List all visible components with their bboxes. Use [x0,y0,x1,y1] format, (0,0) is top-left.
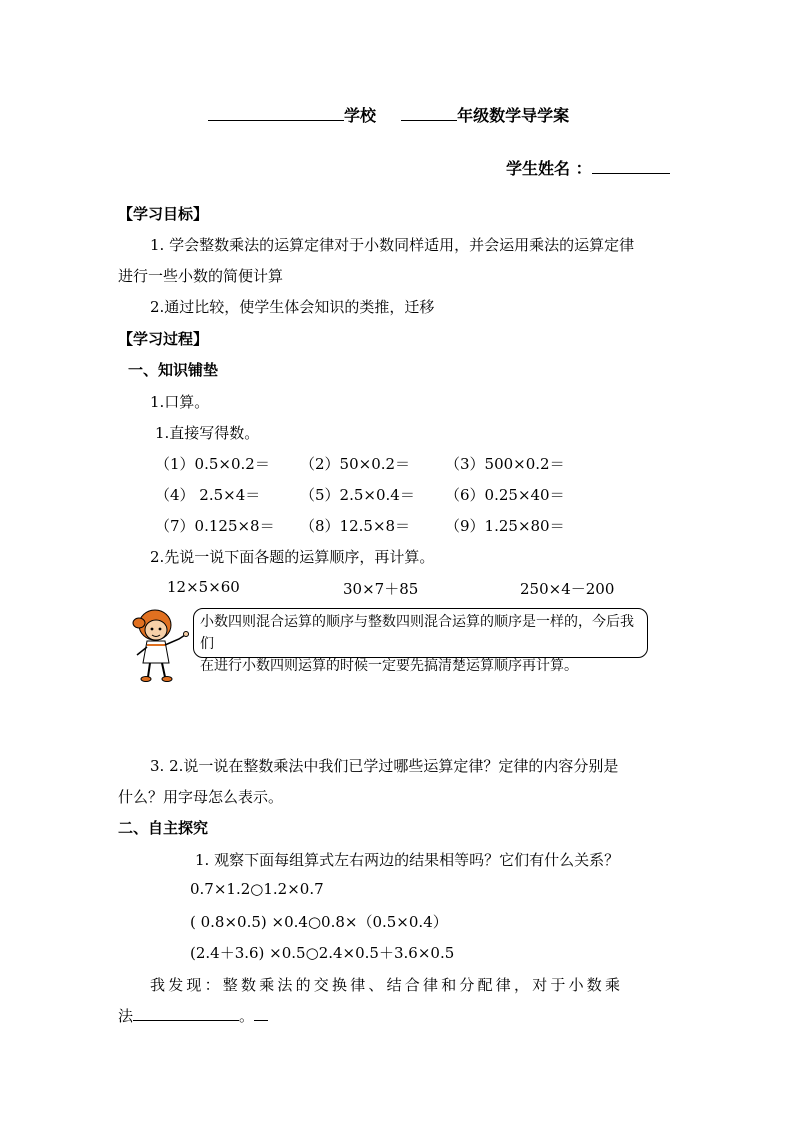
calc-item-6: （6）0.25×40＝ [445,486,565,504]
calc-item-4: （4） 2.5×4＝ [155,486,261,504]
oral-calc-heading: 1.口算。 [150,393,210,411]
equation-2: ( 0.8×0.5) ×0.4○0.8×（0.5×0.4） [190,913,448,931]
expression-2: 30×7＋85 [343,580,419,598]
law-question-line2: 什么？用字母怎么表示。 [118,788,284,806]
discovery-line1: 我发现：整数乘法的交换律、结合律和分配律，对于小数乘 [150,976,624,994]
objective-1-line1: 1. 学会整数乘法的运算定律对于小数同样适用，并会运用乘法的运算定律 [150,236,635,254]
discovery-line2: 法 。 [118,1005,268,1026]
section1-title: 一、知识铺垫 [128,361,219,379]
tip-speech-bubble [193,608,648,674]
student-name-field: 学生姓名 ： [506,156,670,179]
cartoon-girl-icon [125,605,193,685]
process-title: 【学习过程】 [118,330,209,348]
calc-item-7: （7）0.125×8＝ [155,517,275,535]
order-question: 2.先说一说下面各题的运算顺序，再计算。 [150,548,435,566]
equation-1: 0.7×1.2○1.2×0.7 [190,880,324,898]
discovery-answer-blank [133,1006,239,1021]
observe-question: 1. 观察下面每组算式左右两边的结果相等吗？它们有什么关系？ [195,851,620,869]
discovery-trailing-blank [254,1006,268,1021]
grade-blank [401,106,457,121]
school-blank [208,106,344,121]
student-name-blank [592,159,670,174]
tip-line-1: 小数四则混合运算的顺序与整数四则混合运算的顺序是一样的，今后我们 [200,614,634,652]
objectives-title: 【学习目标】 [118,205,209,223]
direct-write-heading: 1.直接写得数。 [155,424,260,442]
expression-1: 12×5×60 [167,578,240,596]
equation-3: (2.4＋3.6) ×0.5○2.4×0.5＋3.6×0.5 [190,944,455,962]
objective-2: 2.通过比较，使学生体会知识的类推，迁移 [150,298,435,316]
calc-item-1: （1）0.5×0.2＝ [155,455,270,473]
law-question-line1: 3. 2.说一说在整数乘法中我们已学过哪些运算定律？定律的内容分别是 [150,757,619,775]
calc-item-9: （9）1.25×80＝ [445,517,565,535]
section2-title: 二、自主探究 [118,819,209,837]
tip-line-2: 在进行小数四则运算的时候一定要先搞清楚运算顺序再计算。 [200,658,578,674]
page-title: 学校 年级数学导学案 [208,103,569,126]
expression-3: 250×4－200 [520,580,615,598]
calc-item-8: （8）12.5×8＝ [300,517,411,535]
calc-item-2: （2）50×0.2＝ [300,455,411,473]
calc-item-5: （5）2.5×0.4＝ [300,486,415,504]
calc-item-3: （3）500×0.2＝ [445,455,565,473]
objective-1-line2: 进行一些小数的简便计算 [118,267,284,285]
